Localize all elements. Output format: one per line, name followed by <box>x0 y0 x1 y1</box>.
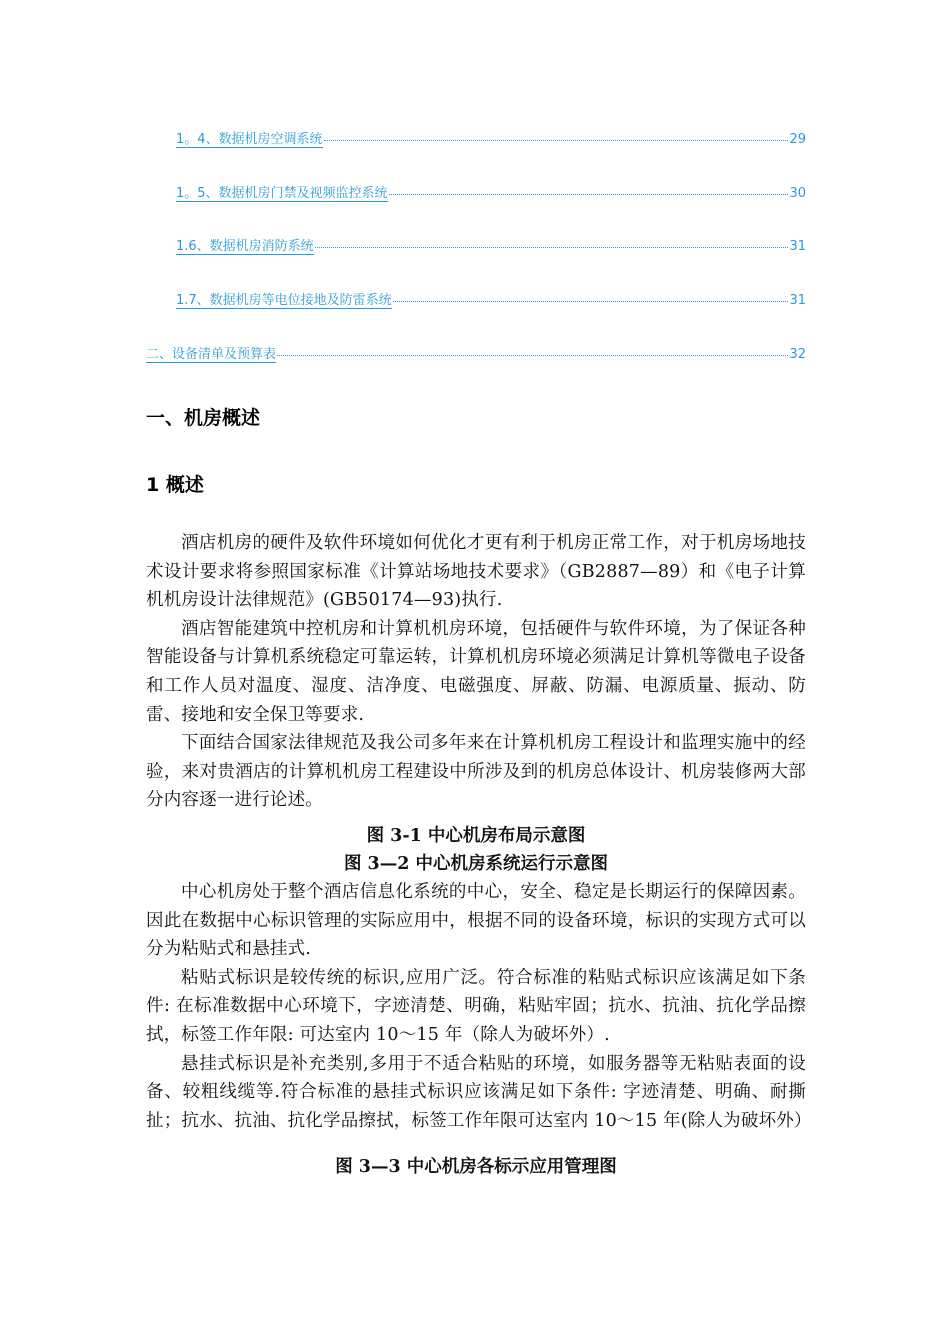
body-block-b <box>146 878 812 1135</box>
toc-entry[interactable] <box>146 343 806 363</box>
body-block-a <box>146 529 806 815</box>
toc-leader <box>277 355 788 356</box>
toc-entry-page: 30 <box>789 186 806 201</box>
toc-entry[interactable] <box>176 289 806 309</box>
toc-leader <box>389 194 789 195</box>
toc-entry[interactable] <box>176 128 806 148</box>
paragraph: 中心机房处于整个酒店信息化系统的中心，安全、稳定是长期运行的保障因素。因此在数据中心标识管理的实际应用中，根据不同的设备环境，标识的实现方式可以分为粘贴式和悬挂式. <box>146 882 806 960</box>
toc-entry-label: 1.7、数据机房等电位接地及防雷系统 <box>176 289 392 309</box>
section-heading: 一、机房概述 <box>146 407 261 429</box>
toc-leader <box>324 140 789 141</box>
subsection-heading: 1 概述 <box>146 474 204 496</box>
toc-leader <box>315 247 789 248</box>
toc-entry-label: 1.6、数据机房消防系统 <box>176 235 314 255</box>
figure-caption: 图 3—2 中心机房系统运行示意图 <box>343 854 609 874</box>
toc-entry-label: 二、设备清单及预算表 <box>146 343 276 363</box>
toc-entry-page: 32 <box>789 347 806 362</box>
toc-entry-label: 1。4、数据机房空调系统 <box>176 128 323 148</box>
toc-entry[interactable] <box>176 235 806 255</box>
figure-caption: 图 3-1 中心机房布局示意图 <box>366 826 586 846</box>
toc-entry-page: 31 <box>789 239 806 254</box>
toc-entry[interactable] <box>176 182 806 202</box>
paragraph: 酒店机房的硬件及软件环境如何优化才更有利于机房正常工作，对于机房场地技术设计要求将参照国家标准《计算站场地技术要求》（GB2887—89）和《电子计算机机房设计法律规范》(GB50174—93)执行. <box>146 533 806 611</box>
paragraph: 悬挂式标识是补充类别,多用于不适合粘贴的环境，如服务器等无粘贴表面的设备、较粗线缆等.符合标准的悬挂式标识应该满足如下条件: 字迹清楚、明确、耐撕扯；抗水、抗油、抗化学品擦拭，标签工作年限可达室内 10～15 年(除人为破坏外） <box>146 1053 812 1131</box>
figure-caption: 图 3—3 中心机房各标示应用管理图 <box>335 1157 617 1177</box>
toc-leader <box>393 301 789 302</box>
toc-entry-page: 29 <box>789 132 806 147</box>
paragraph: 下面结合国家法律规范及我公司多年来在计算机机房工程设计和监理实施中的经验，来对贵酒店的计算机机房工程建设中所涉及到的机房总体设计、机房装修两大部分内容逐一进行论述。 <box>146 733 806 811</box>
toc-entry-label: 1。5、数据机房门禁及视频监控系统 <box>176 182 388 202</box>
paragraph: 酒店智能建筑中控机房和计算机机房环境，包括硬件与软件环境，为了保证各种智能设备与计算机系统稳定可靠运转，计算机机房环境必须满足计算机等微电子设备和工作人员对温度、湿度、洁净度、电磁强度、屏蔽、防漏、电源质量、振动、防雷、接地和安全保卫等要求. <box>146 618 806 725</box>
toc-entry-page: 31 <box>789 293 806 308</box>
paragraph: 粘贴式标识是较传统的标识,应用广泛。符合标准的粘贴式标识应该满足如下条件: 在标准数据中心环境下，字迹清楚、明确，粘贴牢固；抗水、抗油、抗化学品擦拭，标签工作年限: 可达室内 10～15 年（除人为破坏外）. <box>146 967 806 1045</box>
